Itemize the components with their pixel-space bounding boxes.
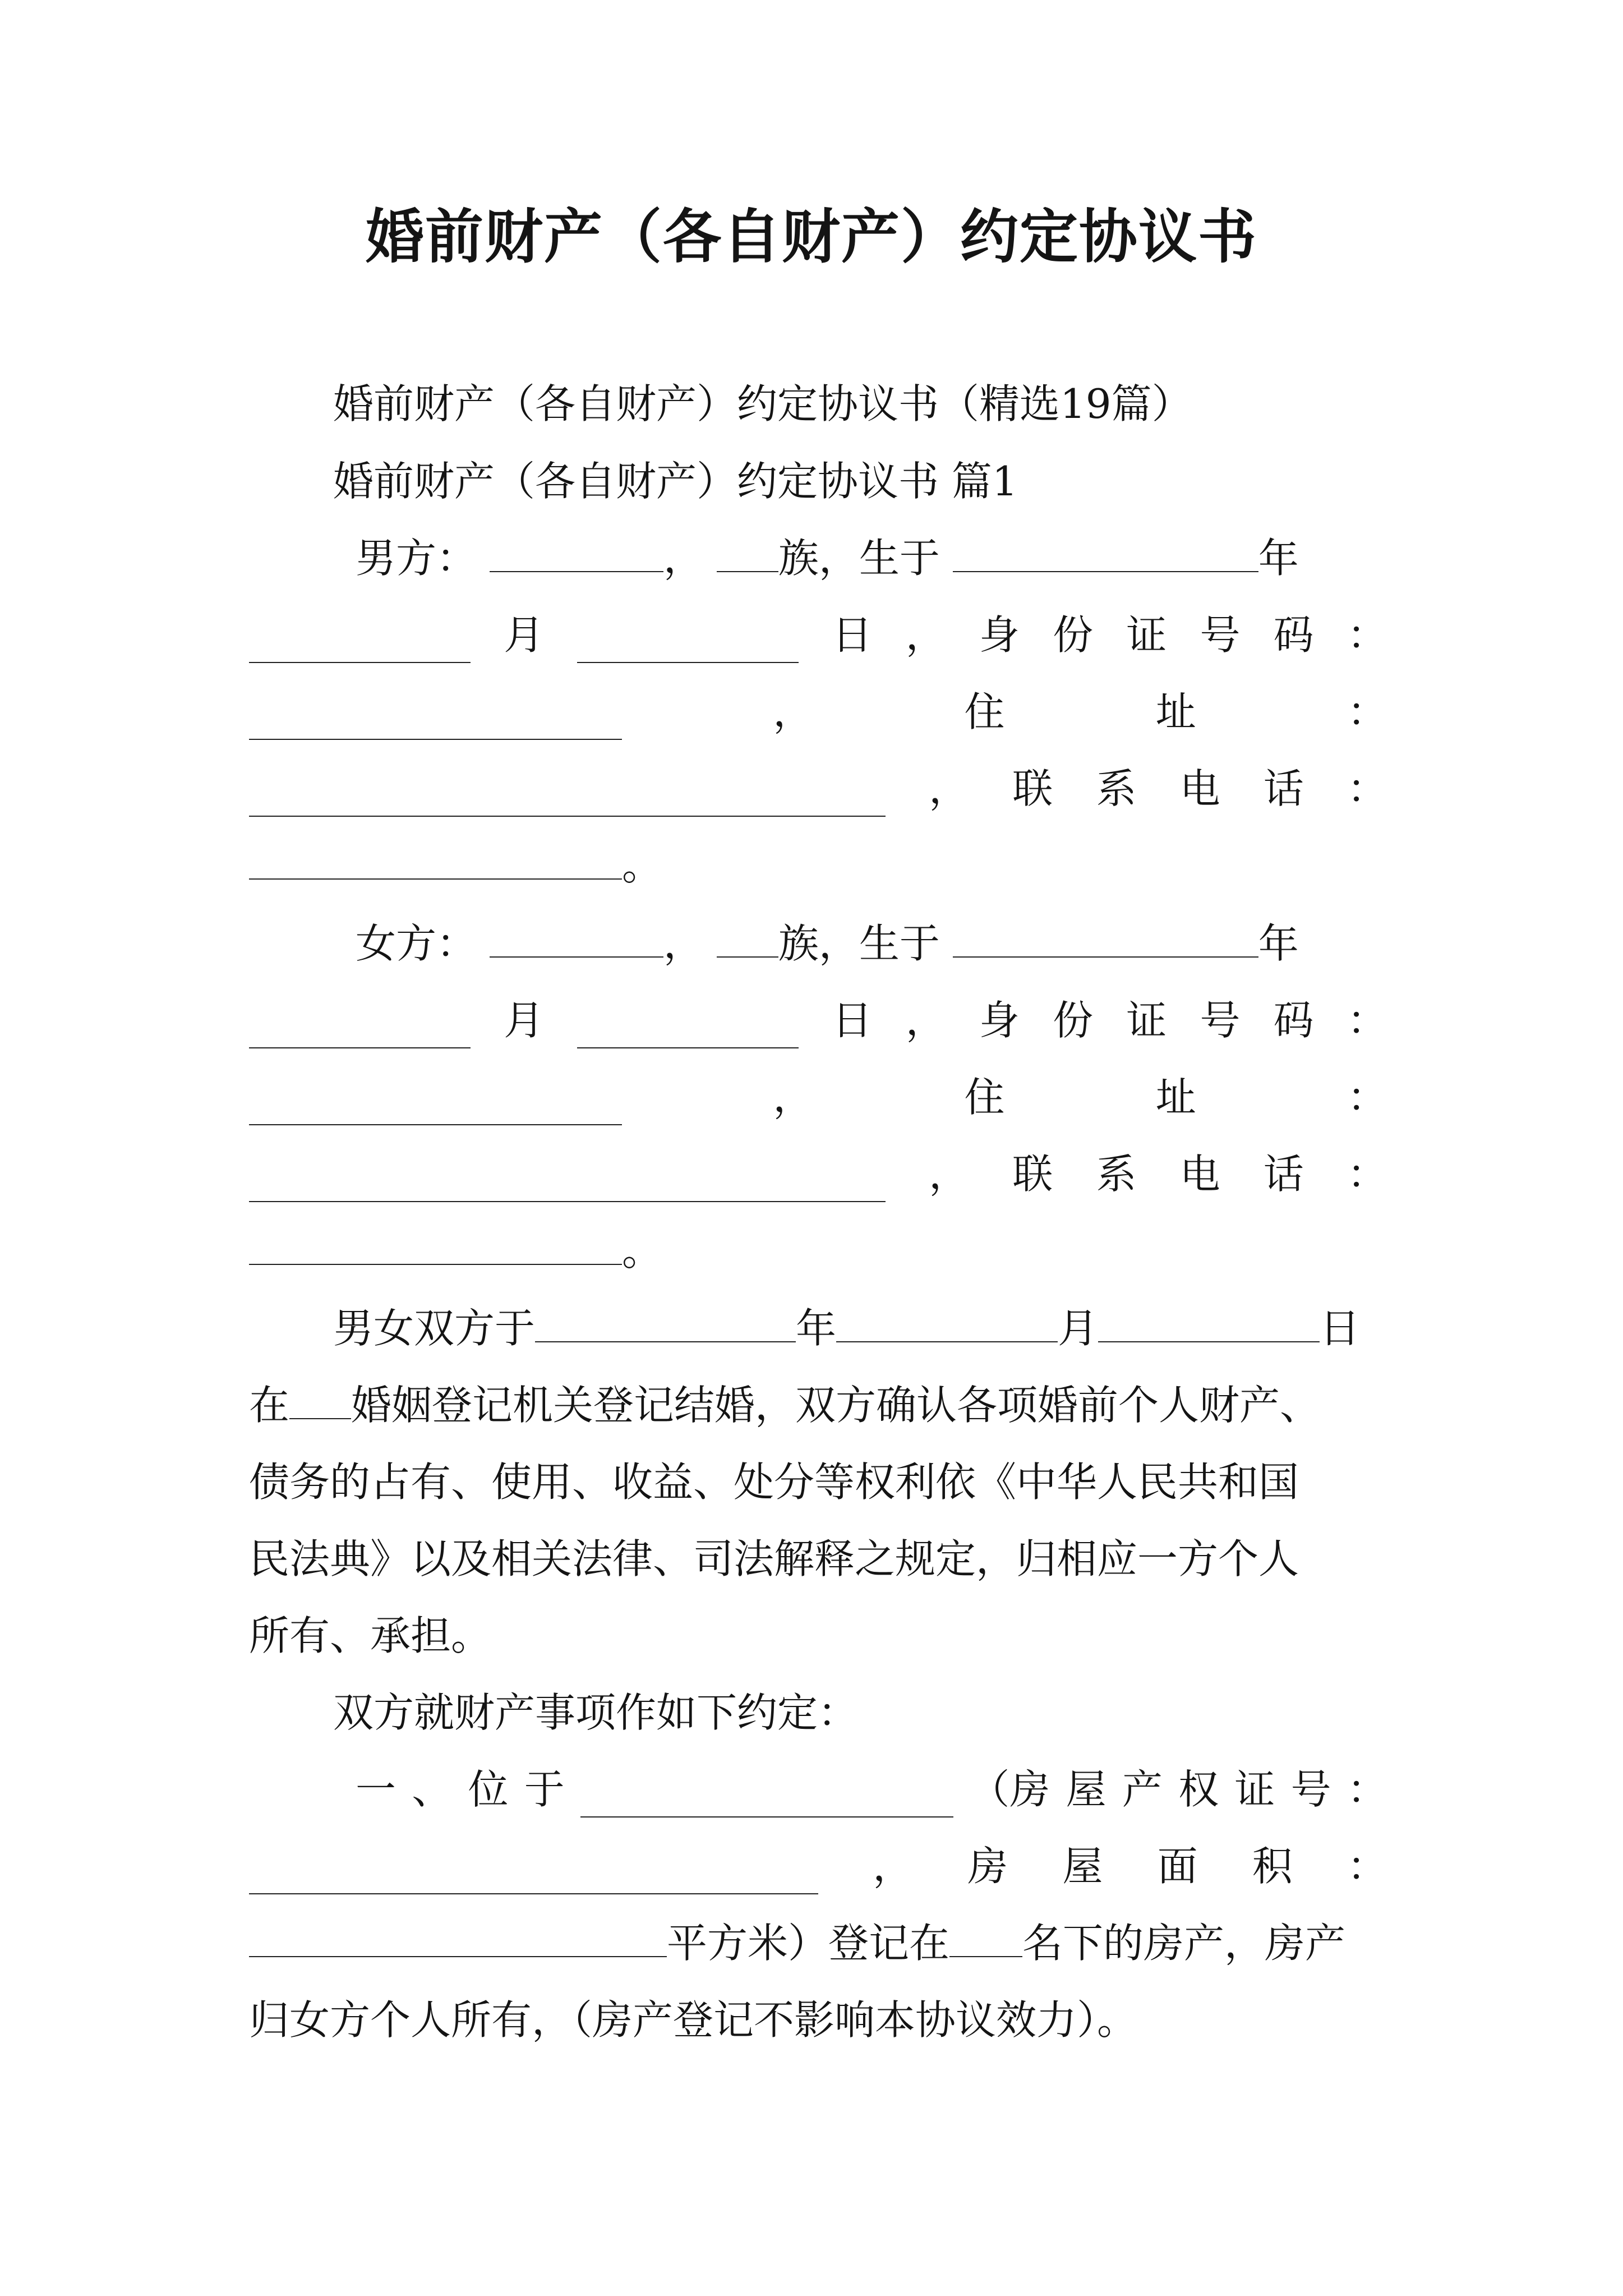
female-ethnic-blank: [717, 922, 778, 958]
marriage-line-3: 债务的占有、使用、收益、处分等权利依《中华人民共和国: [249, 1458, 1299, 1506]
marriage-year-blank: [535, 1306, 796, 1342]
male-id-blank: [249, 704, 622, 740]
male-birth-month-blank: [249, 627, 471, 663]
property-cert-blank: [249, 1858, 818, 1894]
female-line-3: ， 住 址 ：: [249, 1069, 1387, 1125]
female-label: 女方：: [356, 920, 477, 967]
male-name-blank: [490, 536, 663, 572]
female-line-2: 月 日 ， 身 份 证 号 码 ：: [249, 992, 1387, 1048]
property-area-blank: [249, 1921, 667, 1957]
subtitle: 婚前财产（各自财产）约定协议书（精选19篇）: [333, 380, 1192, 427]
male-line-5: 。: [249, 838, 1387, 894]
document-title: 婚前财产（各自财产）约定协议书: [365, 202, 1257, 271]
item1-line-3: 平方米）登记在 名下的房产，房产: [249, 1915, 1387, 1971]
male-label: 男方：: [356, 535, 477, 582]
marriage-line-5: 所有、承担。: [249, 1612, 492, 1659]
male-birth-day-blank: [577, 627, 799, 663]
owner-name-blank: [949, 1921, 1022, 1957]
marriage-line-2: 在 婚姻登记机关登记结婚，双方确认各项婚前个人财产、: [249, 1382, 1321, 1429]
registry-blank: [289, 1383, 351, 1419]
female-address-blank: [249, 1166, 886, 1202]
female-name-blank: [490, 922, 663, 958]
item1-line-2: ， 房 屋 面 积 ：: [249, 1838, 1387, 1894]
male-phone-blank: [249, 844, 622, 880]
male-line-3: ， 住 址 ：: [249, 684, 1387, 740]
female-birth-day-blank: [577, 1013, 799, 1048]
item1-line-4: 归女方个人所有，（房产登记不影响本协议效力）。: [249, 1996, 1138, 2044]
item1-line-1: 一 、 位 于 （房 屋 产 权 证 号 ：: [249, 1761, 1387, 1818]
male-line-2: 月 日 ， 身 份 证 号 码 ：: [249, 607, 1387, 663]
male-line-1: 男方： ， 族，生于 年: [356, 535, 1299, 582]
marriage-line-4: 民法典》以及相关法律、司法解释之规定，归相应一方个人: [249, 1535, 1299, 1582]
section-heading: 婚前财产（各自财产）约定协议书 篇1: [333, 458, 1018, 505]
female-birth-month-blank: [249, 1013, 471, 1048]
female-id-blank: [249, 1089, 622, 1125]
female-line-4: ， 联 系 电 话 ：: [249, 1146, 1387, 1202]
marriage-day-blank: [1098, 1306, 1320, 1342]
agreement-intro: 双方就财产事项作如下约定：: [333, 1689, 859, 1736]
marriage-month-blank: [836, 1306, 1058, 1342]
male-address-blank: [249, 781, 886, 817]
property-location-blank: [580, 1782, 953, 1818]
female-phone-blank: [249, 1229, 622, 1265]
male-line-4: ， 联 系 电 话 ：: [249, 761, 1387, 817]
marriage-line-1: 男女双方于 年 月 日: [333, 1305, 1361, 1352]
male-ethnic-blank: [717, 536, 778, 572]
female-birth-year-blank: [953, 922, 1258, 958]
female-line-5: 。: [249, 1223, 1387, 1279]
male-birth-year-blank: [953, 536, 1258, 572]
female-line-1: 女方： ， 族，生于 年: [356, 920, 1299, 967]
